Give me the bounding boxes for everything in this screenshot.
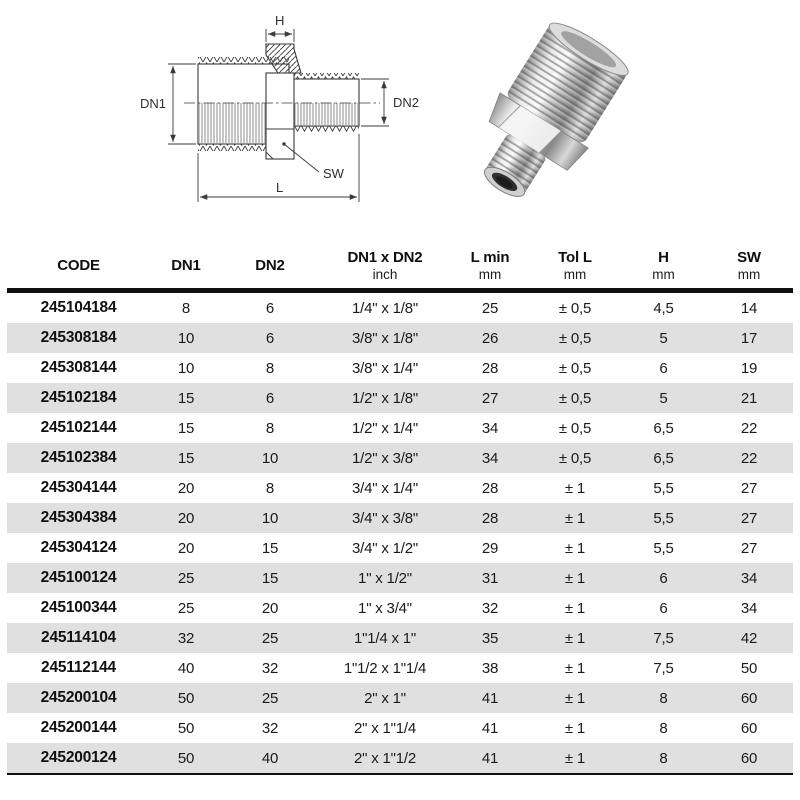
table-row <box>7 503 793 533</box>
value-cell: ± 1 <box>564 569 586 587</box>
dim-label-l: L <box>276 180 284 195</box>
code-cell: 245308184 <box>40 329 117 346</box>
value-cell: 15 <box>261 539 279 557</box>
value-cell: 4,5 <box>653 299 674 317</box>
table-header-row <box>7 244 793 293</box>
code-cell: 245100344 <box>40 599 117 616</box>
value-cell: 1" x 3/4" <box>358 599 412 617</box>
column-header-dn1 <box>150 244 222 288</box>
value-cell: ± 0,5 <box>558 299 592 317</box>
value-cell: 41 <box>481 689 499 707</box>
value-cell: 40 <box>261 749 279 767</box>
value-cell: ± 1 <box>564 539 586 557</box>
table-row <box>7 323 793 353</box>
value-cell: ± 0,5 <box>558 389 592 407</box>
code-cell: 245200104 <box>40 689 117 706</box>
column-header-dn2 <box>222 244 318 288</box>
value-cell: 14 <box>740 299 758 317</box>
value-cell: 5,5 <box>653 509 674 527</box>
value-cell: 1/2" x 1/8" <box>352 389 418 407</box>
table-row <box>7 743 793 773</box>
value-cell: 28 <box>481 479 499 497</box>
technical-drawing <box>126 6 440 216</box>
spec-table <box>7 244 793 775</box>
nipple-photo-group <box>456 22 638 206</box>
value-cell: 15 <box>177 449 195 467</box>
value-cell: 21 <box>740 389 758 407</box>
value-cell: 10 <box>261 449 279 467</box>
table-row <box>7 413 793 443</box>
value-cell: 6 <box>659 599 668 617</box>
column-label: SW <box>737 249 761 267</box>
column-label: DN1 <box>171 256 201 274</box>
value-cell: ± 1 <box>564 629 586 647</box>
code-cell: 245304124 <box>40 539 117 556</box>
value-cell: 6 <box>659 359 668 377</box>
table-row <box>7 653 793 683</box>
table-row <box>7 383 793 413</box>
code-cell: 245104184 <box>40 299 117 316</box>
value-cell: 6,5 <box>653 449 674 467</box>
value-cell: 50 <box>177 749 195 767</box>
value-cell: 20 <box>177 539 195 557</box>
value-cell: ± 0,5 <box>558 449 592 467</box>
value-cell: 6 <box>265 389 275 407</box>
value-cell: 1"1/2 x 1"1/4 <box>343 659 427 677</box>
value-cell: 22 <box>740 419 758 437</box>
value-cell: ± 1 <box>564 599 586 617</box>
value-cell: ± 1 <box>564 719 586 737</box>
value-cell: 34 <box>481 419 499 437</box>
code-cell: 245308144 <box>40 359 117 376</box>
value-cell: 8 <box>265 479 275 497</box>
table-row <box>7 473 793 503</box>
value-cell: 5,5 <box>653 479 674 497</box>
value-cell: 10 <box>177 329 195 347</box>
value-cell: 27 <box>740 509 758 527</box>
value-cell: 29 <box>481 539 499 557</box>
value-cell: 1"1/4 x 1" <box>353 629 417 647</box>
column-header-h <box>622 244 705 288</box>
table-row <box>7 293 793 323</box>
column-header-sw <box>705 244 793 288</box>
table-body <box>7 293 793 775</box>
code-cell: 245102384 <box>40 449 117 466</box>
value-cell: 1/2" x 1/4" <box>352 419 418 437</box>
column-unit: mm <box>478 266 502 282</box>
code-cell: 245102144 <box>40 419 117 436</box>
column-header-dn1-x-dn2 <box>318 244 452 288</box>
code-cell: 245200144 <box>40 719 117 736</box>
value-cell: 3/4" x 3/8" <box>352 509 418 527</box>
body-dn2 <box>286 73 359 132</box>
column-label: Tol L <box>558 249 592 267</box>
value-cell: 3/4" x 1/2" <box>352 539 418 557</box>
dim-label-dn2: DN2 <box>393 95 420 110</box>
value-cell: 8 <box>659 749 668 767</box>
column-label: H <box>658 249 669 267</box>
value-cell: 60 <box>740 719 758 737</box>
value-cell: 6 <box>659 569 668 587</box>
code-cell: 245112144 <box>41 659 116 676</box>
value-cell: 1/2" x 3/8" <box>352 449 418 467</box>
value-cell: 8 <box>659 719 668 737</box>
code-cell: 245200124 <box>40 749 117 766</box>
value-cell: 28 <box>481 359 499 377</box>
value-cell: 42 <box>740 629 758 647</box>
column-unit: mm <box>652 266 675 282</box>
value-cell: 3/4" x 1/4" <box>352 479 418 497</box>
value-cell: 17 <box>740 329 758 347</box>
value-cell: 5 <box>659 389 668 407</box>
value-cell: 20 <box>177 509 195 527</box>
value-cell: 15 <box>177 389 195 407</box>
value-cell: 32 <box>481 599 499 617</box>
value-cell: 2" x 1"1/4 <box>353 719 417 737</box>
code-cell: 245102184 <box>40 389 117 406</box>
value-cell: 2" x 1"1/2 <box>353 749 417 767</box>
value-cell: 38 <box>481 659 499 677</box>
column-header-code <box>7 244 150 288</box>
value-cell: ± 0,5 <box>558 329 592 347</box>
value-cell: 60 <box>740 689 758 707</box>
value-cell: 5 <box>659 329 668 347</box>
table-row <box>7 533 793 563</box>
value-cell: ± 1 <box>564 659 586 677</box>
value-cell: ± 1 <box>564 479 586 497</box>
table-row <box>7 713 793 743</box>
column-label: DN2 <box>255 256 285 274</box>
column-label: L min <box>470 249 510 267</box>
value-cell: 25 <box>177 599 195 617</box>
value-cell: 50 <box>740 659 758 677</box>
value-cell: 32 <box>261 659 279 677</box>
value-cell: ± 0,5 <box>558 419 592 437</box>
value-cell: 60 <box>740 749 758 767</box>
value-cell: 41 <box>481 719 499 737</box>
value-cell: 1/4" x 1/8" <box>352 299 418 317</box>
value-cell: 6 <box>265 329 275 347</box>
value-cell: 8 <box>659 689 668 707</box>
column-unit: mm <box>737 266 761 282</box>
value-cell: 35 <box>481 629 499 647</box>
value-cell: 31 <box>481 569 499 587</box>
value-cell: 28 <box>481 509 499 527</box>
value-cell: 26 <box>481 329 499 347</box>
value-cell: 20 <box>177 479 195 497</box>
value-cell: 34 <box>740 569 758 587</box>
value-cell: 7,5 <box>653 629 674 647</box>
value-cell: 34 <box>481 449 499 467</box>
dim-label-sw: SW <box>323 166 344 181</box>
value-cell: 6 <box>265 299 275 317</box>
value-cell: 8 <box>181 299 191 317</box>
table-row <box>7 683 793 713</box>
value-cell: 27 <box>481 389 499 407</box>
value-cell: 15 <box>261 569 279 587</box>
value-cell: 8 <box>265 359 275 377</box>
value-cell: 20 <box>261 599 279 617</box>
table-row <box>7 593 793 623</box>
value-cell: 1" x 1/2" <box>358 569 412 587</box>
table-row <box>7 353 793 383</box>
table-row <box>7 563 793 593</box>
value-cell: 34 <box>740 599 758 617</box>
value-cell: 32 <box>177 629 195 647</box>
product-photo <box>448 22 646 206</box>
dim-label-dn1: DN1 <box>140 96 167 111</box>
column-unit: mm <box>563 266 587 282</box>
value-cell: ± 1 <box>564 749 586 767</box>
code-cell: 245304144 <box>40 479 117 496</box>
value-cell: ± 1 <box>564 689 586 707</box>
code-cell: 245304384 <box>40 509 117 526</box>
value-cell: 25 <box>261 689 279 707</box>
value-cell: 2" x 1" <box>364 689 406 707</box>
value-cell: 10 <box>177 359 195 377</box>
value-cell: 5,5 <box>653 539 674 557</box>
value-cell: 50 <box>177 719 195 737</box>
value-cell: 40 <box>177 659 195 677</box>
column-header-l-min <box>452 244 528 288</box>
value-cell: 25 <box>261 629 279 647</box>
value-cell: 6,5 <box>653 419 674 437</box>
table-row <box>7 443 793 473</box>
value-cell: 25 <box>177 569 195 587</box>
value-cell: 41 <box>481 749 499 767</box>
dim-label-h: H <box>275 13 285 28</box>
value-cell: ± 0,5 <box>558 359 592 377</box>
value-cell: 25 <box>481 299 499 317</box>
value-cell: 19 <box>740 359 758 377</box>
value-cell: 22 <box>740 449 758 467</box>
value-cell: 15 <box>177 419 195 437</box>
value-cell: 3/8" x 1/4" <box>352 359 418 377</box>
value-cell: 10 <box>261 509 279 527</box>
column-label: CODE <box>57 256 100 274</box>
value-cell: 27 <box>740 539 758 557</box>
value-cell: 27 <box>740 479 758 497</box>
value-cell: 3/8" x 1/8" <box>352 329 418 347</box>
value-cell: 32 <box>261 719 279 737</box>
column-label: DN1 x DN2 <box>347 249 423 267</box>
code-cell: 245114104 <box>41 629 116 646</box>
column-header-tol-l <box>528 244 622 288</box>
value-cell: 50 <box>177 689 195 707</box>
column-unit: inch <box>372 266 398 282</box>
value-cell: 8 <box>265 419 275 437</box>
code-cell: 245100124 <box>40 569 117 586</box>
table-row <box>7 623 793 653</box>
value-cell: ± 1 <box>564 509 586 527</box>
value-cell: 7,5 <box>653 659 674 677</box>
